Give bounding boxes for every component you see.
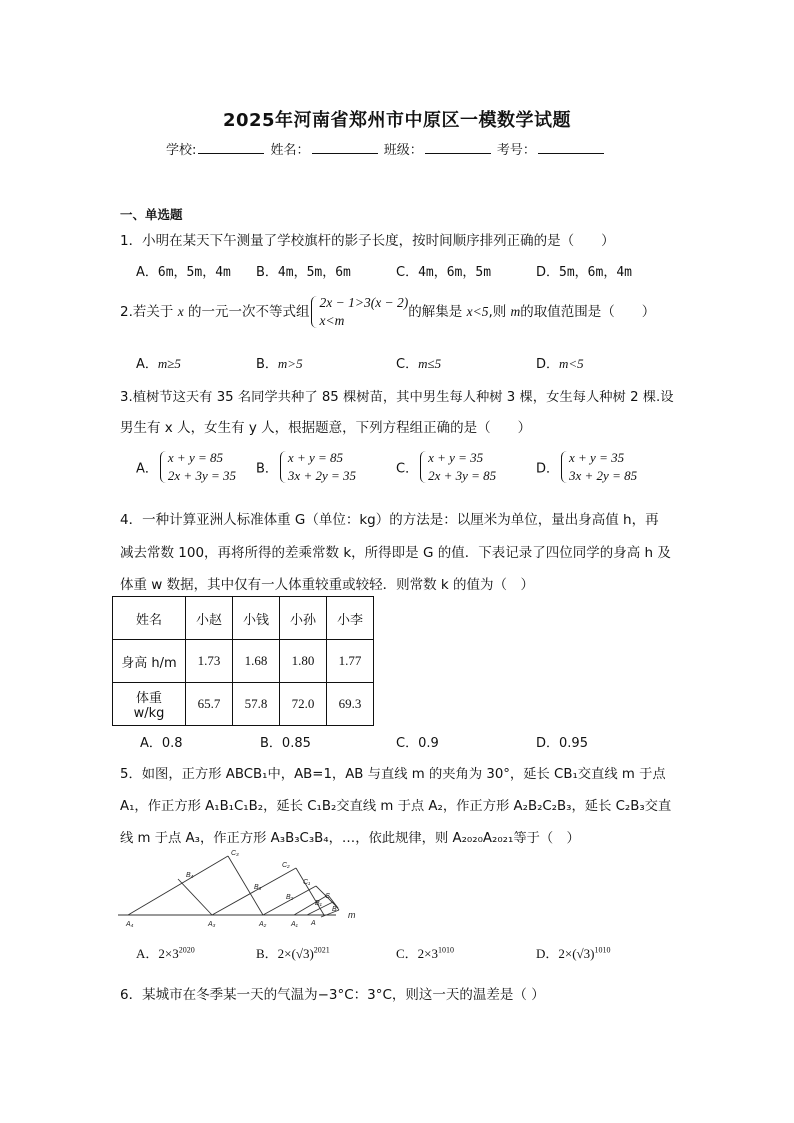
table-header-cell: 小孙: [280, 597, 327, 640]
q3-option-b[interactable]: B． x + y = 85 3x + 2y = 35: [256, 450, 357, 483]
svg-text:A₄: A₄: [126, 921, 134, 928]
q3-option-c[interactable]: C． x + y = 35 2x + 3y = 85: [396, 450, 497, 483]
svg-text:A₂: A₂: [259, 921, 267, 928]
q1-option-a[interactable]: A．6m，5m，4m: [136, 265, 231, 280]
question-6: 6．某城市在冬季某一天的气温为−3°C：3°C，则这一天的温差是（ ）: [120, 987, 545, 1003]
q5-option-b[interactable]: B．$2\times(√3)^{2021}$: [256, 945, 330, 961]
table-cell: 1.77: [327, 640, 374, 683]
table-row: [113, 640, 374, 683]
table-cell: 72.0: [280, 683, 327, 726]
question-3-line-1: 3.植树节这天有 35 名同学共种了 85 棵树苗，其中男生每人种树 3 棵，女生每人种树 2 棵.设: [120, 390, 674, 405]
name-blank[interactable]: [312, 141, 378, 154]
table-header-cell: 小赵: [186, 597, 233, 640]
q4-option-a[interactable]: A．0.8: [140, 736, 183, 751]
question-3-line-2: 男生有 x 人，女生有 y 人，根据题意，下列方程组正确的是（ ）: [120, 420, 532, 436]
table-cell: 身高 h/m: [113, 640, 186, 683]
school-blank[interactable]: [198, 141, 264, 154]
question-4-line-2: 减去常数 100，再将所得的差乘常数 k，所得即是 G 的值．下表记录了四位同学的身高 h 及: [120, 545, 671, 561]
svg-text:C: C: [325, 893, 331, 900]
svg-text:C₂: C₂: [282, 862, 290, 869]
section-title: 一、单选题: [120, 207, 183, 222]
q4-option-b[interactable]: B．0.85: [260, 736, 311, 751]
svg-text:C₃: C₃: [231, 850, 239, 857]
class-blank[interactable]: [425, 141, 491, 154]
svg-text:A: A: [311, 920, 316, 927]
svg-text:B₄: B₄: [186, 872, 194, 879]
q2-option-d[interactable]: D．m<5: [536, 356, 584, 372]
question-4-line-3: 体重 w 数据，其中仅有一人体重较重或较轻．则常数 k 的值为（ ）: [120, 577, 535, 593]
q5-option-d[interactable]: D．$2\times(√3)^{1010}$: [536, 945, 611, 961]
svg-text:B₁: B₁: [315, 900, 322, 907]
q4-option-c[interactable]: C．0.9: [396, 736, 439, 751]
table-header-cell: 小钱: [233, 597, 280, 640]
svg-text:B: B: [332, 906, 337, 913]
q1-option-c[interactable]: C．4m，6m，5m: [396, 265, 492, 280]
svg-text:B₃: B₃: [254, 884, 262, 891]
squares-geometry-figure: [118, 845, 358, 935]
table-cell: 69.3: [327, 683, 374, 726]
class-label: 班级：: [383, 143, 423, 158]
q3-option-a[interactable]: A． x + y = 85 2x + 3y = 35: [136, 450, 236, 483]
q4-option-d[interactable]: D．0.95: [536, 736, 588, 751]
svg-text:B₂: B₂: [286, 894, 294, 901]
q1-option-b[interactable]: B．4m，5m，6m: [256, 265, 351, 280]
table-cell: 体重 w/kg: [113, 683, 186, 726]
q2-option-a[interactable]: A．m≥5: [136, 356, 181, 372]
table-cell: 1.68: [233, 640, 280, 683]
svg-text:A₃: A₃: [208, 921, 216, 928]
question-2: 2.若关于 x 的一元一次不等式组 2x − 1>3(x − 2) x<m 的解集是 x<5,则 m的取值范围是（ ）: [120, 295, 656, 328]
table-cell: 65.7: [186, 683, 233, 726]
exam-number-label: 考号：: [496, 143, 536, 158]
question-text: 小明在某天下午测量了学校旗杆的影子长度，按时间顺序排列正确的是（ ）: [142, 233, 615, 249]
name-label: 姓名：: [270, 143, 310, 158]
question-4-line-1: 4．一种计算亚洲人标准体重 G（单位：kg）的方法是：以厘米为单位，量出身高值 h，再: [120, 512, 659, 528]
svg-text:C₁: C₁: [303, 879, 311, 886]
table-cell: 57.8: [233, 683, 280, 726]
table-header-row: [113, 597, 374, 640]
question-1: [120, 229, 615, 249]
q5-option-a[interactable]: A．$2\times 3^{2020}$: [136, 945, 195, 961]
exam-number-blank[interactable]: [538, 141, 604, 154]
q5-option-c[interactable]: C．$2\times 3^{1010}$: [396, 945, 455, 961]
table-cell: 1.80: [280, 640, 327, 683]
q1-option-d[interactable]: D．5m，6m，4m: [536, 265, 632, 280]
question-5-line-2: A₁，作正方形 A₁B₁C₁B₂，延长 C₁B₂交直线 m 于点 A₂，作正方形 A₂B₂C₂B₃，延长 C₂B₃交直: [120, 799, 672, 814]
question-5-line-3: 线 m 于点 A₃，作正方形 A₃B₃C₃B₄，…，依此规律，则 A₂₀₂₀A₂₀₂₁等于（ ）: [120, 831, 580, 846]
inequality-system: 2x − 1>3(x − 2) x<m: [309, 294, 408, 330]
svg-text:A₁: A₁: [291, 921, 298, 928]
svg-text:m: m: [348, 910, 356, 920]
height-weight-table: [112, 596, 374, 726]
student-info-line: [166, 139, 606, 158]
q3-option-d[interactable]: D． x + y = 35 3x + 2y = 85: [536, 450, 638, 483]
table-cell: 1.73: [186, 640, 233, 683]
table-header-cell: 姓名: [113, 597, 186, 640]
question-number: 1．: [120, 233, 143, 249]
table-row: [113, 683, 374, 726]
question-5-line-1: 5．如图，正方形 ABCB₁中，AB=1，AB 与直线 m 的夹角为 30°，延长 CB₁交直线 m 于点: [120, 767, 666, 782]
q2-option-c[interactable]: C．m≤5: [396, 356, 442, 372]
exam-title: 2025年河南省郑州市中原区一模数学试题: [222, 110, 572, 131]
table-header-cell: 小李: [327, 597, 374, 640]
school-label: 学校:: [166, 143, 197, 158]
q2-option-b[interactable]: B．m>5: [256, 356, 303, 372]
